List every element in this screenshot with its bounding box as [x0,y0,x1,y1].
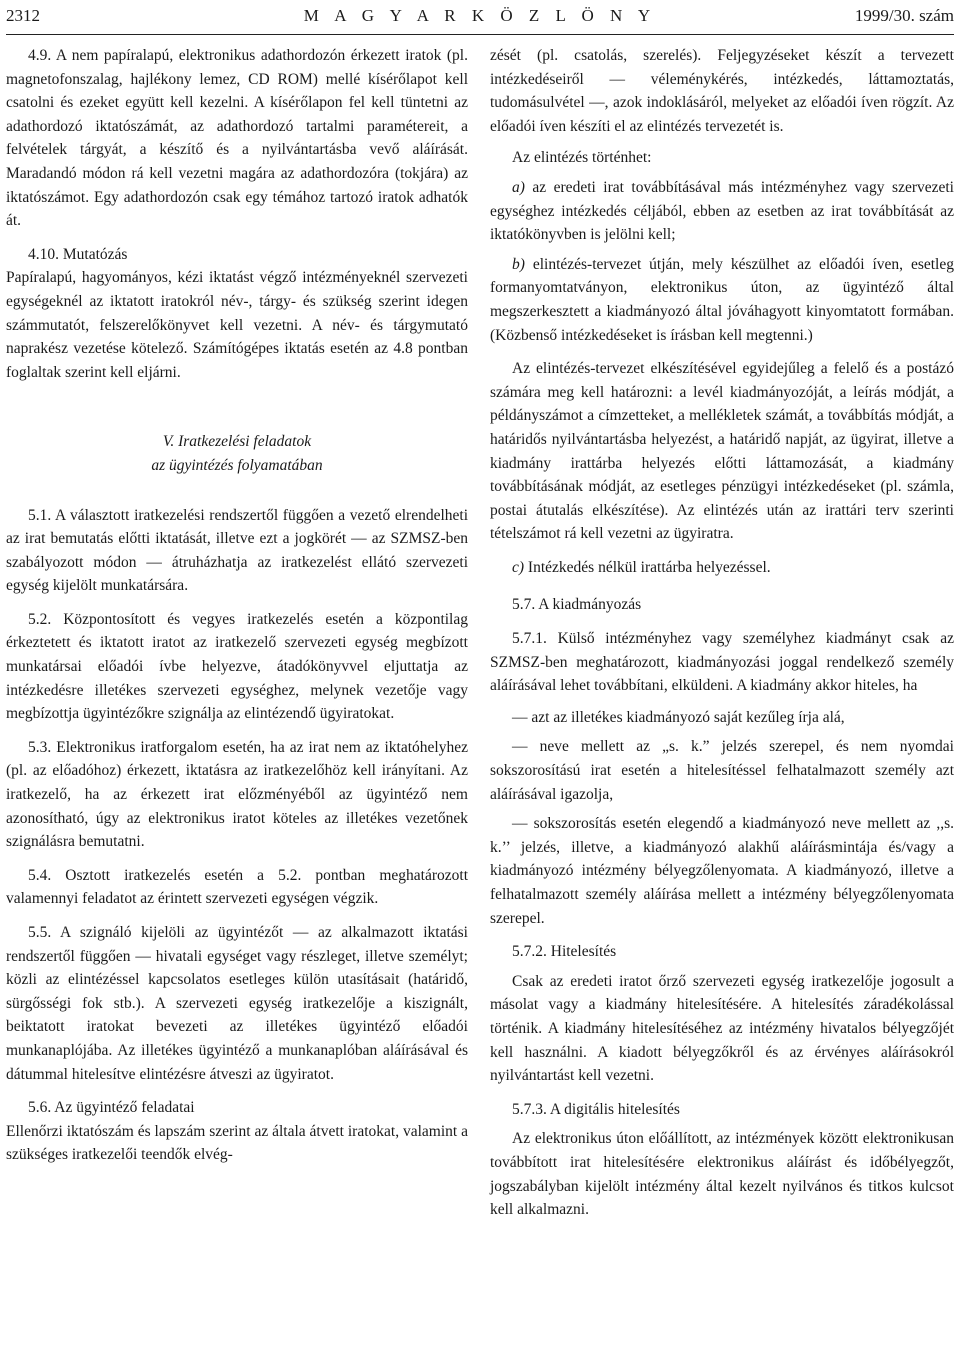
paragraph-5-1: 5.1. A választott iratkezelési rendszertől függően a vezető elrendelheti az irat bemutatás előtti iktatását, illetve ezt a jogkörét — az SZMSZ-ben szabályozott módon — átruházhatja az iratkezelést ellátó szervezeti egység kijelölt munkatársára. [6,506,468,595]
paragraph-5-7-1: 5.7.1. Külső intézményhez vagy személyhez kiadmányt csak az SZMSZ-ben meghatározott, kiadmányozási joggal rendelkező személy aláírásával lehet továbbítani, elküldeni. A kiadmány akkor hiteles, ha [490,630,954,695]
paragraph-5-7-2: Csak az eredeti iratot őrző szervezeti egység iratkezelője jogosult a másolat vagy a kiadmány hitelesítésére. A hitelesítés záradékolással történik. A kiadmány hitelesítéséhez az intézmény hivatalos bélyegzőjét kell használni. A kiadott bélyegzőkről és az érvényes aláírásokról nyilvántartást kell vezetni. [490,972,954,1085]
heading-5-7: 5.7. A kiadmányozás [512,596,642,614]
list-text-a: az eredeti irat továbbításával más intézményhez vagy szervezeti egységhez intézkedés céljából, ebben az esetben az irat továbbítását az iktatókönyvben is jelölni kell; [490,178,954,244]
heading-4-10: 4.10. Mutatózás [28,245,128,263]
dash-item-2: — neve mellett az „s. k.” jelzés szerepel, és nem nyomdai sokszorosítású irat esetén a hitelesítéssel felhatalmazott személy azt aláírásával igazolja, [490,738,954,803]
paragraph-options-intro: Az elintézés történhet: [512,149,652,167]
list-text-b: elintézés-tervezet útján, mely készülhet az előadói íven, esetleg formanyomtatványon, elektronikus úton, az ügyintéző által megszerkesztett a kiadmányozó által jóváhagyott kinyomtatott formában. (Közbenső intézkedéseket is írásban kell megtenni.) [490,255,954,344]
header-rule [6,34,954,35]
heading-5-6: 5.6. Az ügyintéző feladatai [28,1099,195,1117]
list-label-b: b) [512,255,525,273]
list-item-c [490,556,954,580]
dash-item-1: — azt az illetékes kiadmányozó saját kezűleg írja alá, [512,708,845,726]
paragraph-5-3: 5.3. Elektronikus iratforgalom esetén, ha az irat nem az iktatóhelyhez (pl. az előadóhoz) érkezett, iktatásra az iratkezelőhöz kell irányítani. Az iratkezelő, ha az érkezett irat előzményéből az ügyintéző nem azonosítható, úgy az elektronikus iratot köteles az illetékes vezetőnek szignálásra bemutatni. [6,738,468,851]
paragraph-5-7-3: Az elektronikus úton előállított, az intézmények között elektronikusan továbbított irat hitelesítésére elektronikus aláírást és időbélyegzőt, jogszabályban kijelölt intézmény által kezelt nyilvános és titkos kulcsot kell alkalmazni. [490,1130,954,1219]
dash-item-3: — sokszorosítás esetén elegendő a kiadmányozó neve mellett az ,,s. k.’’ jelzés, illetve, a kiadmányozó alakhű aláírásmintája és/vagy a kiadmányozó intézmény bélyegzőlenyomata. A kiadmányozó, illetve a felhatalmazott személy aláírása mellett a intézmény bélyegzőlenyomata szerepel. [490,815,954,927]
section-title [6,430,468,477]
list-label-c: c) [512,558,525,576]
page-header [6,6,954,34]
paragraph-5-5: 5.5. A szignáló kijelöli az ügyintézőt — az alkalmazott iktatási rendszertől függően — hivatali egységet vagy részleget, illetve személyt; közli az elintézéssel kapcsolatos esetleges külön utasításait (határidő, sürgősségi fok stb.). A szervezeti egység iratkezelője a kiszignált, beiktatott iratokat bevezeti az illetékes ügyintéző előadói munkanaplójába. Az illetékes ügyintéző a munkanaplóban aláírásával és dátummal hitelesítve elintézésre átveszi az ügyiratot. [6,924,468,1083]
journal-title: M A G Y A R K Ö Z L Ö N Y [303,6,657,25]
heading-5-7-3: 5.7.3. A digitális hitelesítés [512,1100,680,1118]
page-number: 2312 [6,6,40,25]
paragraph-5-2: 5.2. Központosított és vegyes iratkezelés esetén a központilag érkeztetett és iktatott iratot az iratkezelő szervezeti egység megbízott munkatársai előadói ívbe helyezve, átadókönyvvel eljuttatja az intézkedésre illetékes szervezeti egységhez, melynek vezetője vagy megbízottja ügyintézőkre szignálja az elintézendő ügyiratokat. [6,610,468,723]
section-title-line-2: az ügyintézés folyamatában [151,456,323,474]
paragraph-5-4: 5.4. Osztott iratkezelés esetén a 5.2. pontban meghatározott valamennyi feladatot az érintett szervezeti egységen végzik. [6,866,468,908]
paragraph-5-6: Ellenőrzi iktatószám és lapszám szerint az általa átvett iratokat, valamint a szükséges iratkezelői teendők elvég- [6,1122,468,1164]
left-column [6,44,468,1167]
list-item-b [490,253,954,347]
right-column [490,44,954,1222]
paragraph-4-9: 4.9. A nem papíralapú, elektronikus adathordozón érkezett iratok (pl. magnetofonszalag, hajlékony lemez, CD ROM) mellé kísérőlapot kell csatolni és ezeket együtt kell kezelni. A kísérőlapon fel kell tüntetni az adathordozó iktatószámát, az adathordozó tartalmi paramétereit, a felvételek tárgyát, a készítő és a nyilvántartásba vevő aláírását. Maradandó módon rá kell vezetni magára az adathordozóra (tokjára) az iktatószámot. Egy adathordozón csak egy témához tartozó iratok adhatók át. [6,47,468,230]
section-title-line-1: V. Iratkezelési feladatok [162,433,312,451]
heading-5-7-2: 5.7.2. Hitelesítés [512,943,617,961]
paragraph-draft: Az elintézés-tervezet elkészítésével egyidejűleg a felelő és a postázó számára meg kell határozni: a levél kiadmányozóját, a leírás módját, a példányszámot a címzetteket, a mellékletek számát, a továbbítás módját, a határidős nyilvántartásba helyezést, a határidő napját, az ügyirat, illetve a kiadmány irattárba helyezés előtti láttamozását, a kiadmány továbbításának módját, az esetleges pénzügyi intézkedéseket (pl. számla, postai átutalás elkészítése). Az elintézés után az irattári terv szerinti tételszámot rá kell vezetni az ügyiratra. [490,360,954,543]
paragraph-continuation: zését (pl. csatolás, szerelés). Feljegyzéseket készít a tervezett intézkedéseiről — véleménykérés, intézkedés, láttamoztatás, tudomásulvétel —, azok indoklásáról, melyeket az előadói íven rögzít. Az előadói íven készíti el az elintézés tervezetét is. [490,47,954,135]
paragraph-4-10: Papíralapú, hagyományos, kézi iktatást végző intézményeknél szervezeti egységeknél az iktatott iratokról név-, tárgy- és szükség szerint idegen számmutatót, felszerelőkönyvet kell vezetni. A név- és tárgymutató naprakész vezetése kötelező. Számítógépes iktatás esetén az 4.8 pontban foglaltak szerint kell eljárni. [6,269,468,381]
list-item-a [490,176,954,247]
list-label-a: a) [512,178,525,196]
issue-number: 1999/30. szám [854,6,954,25]
list-text-c: Intézkedés nélkül irattárba helyezéssel. [524,558,771,576]
